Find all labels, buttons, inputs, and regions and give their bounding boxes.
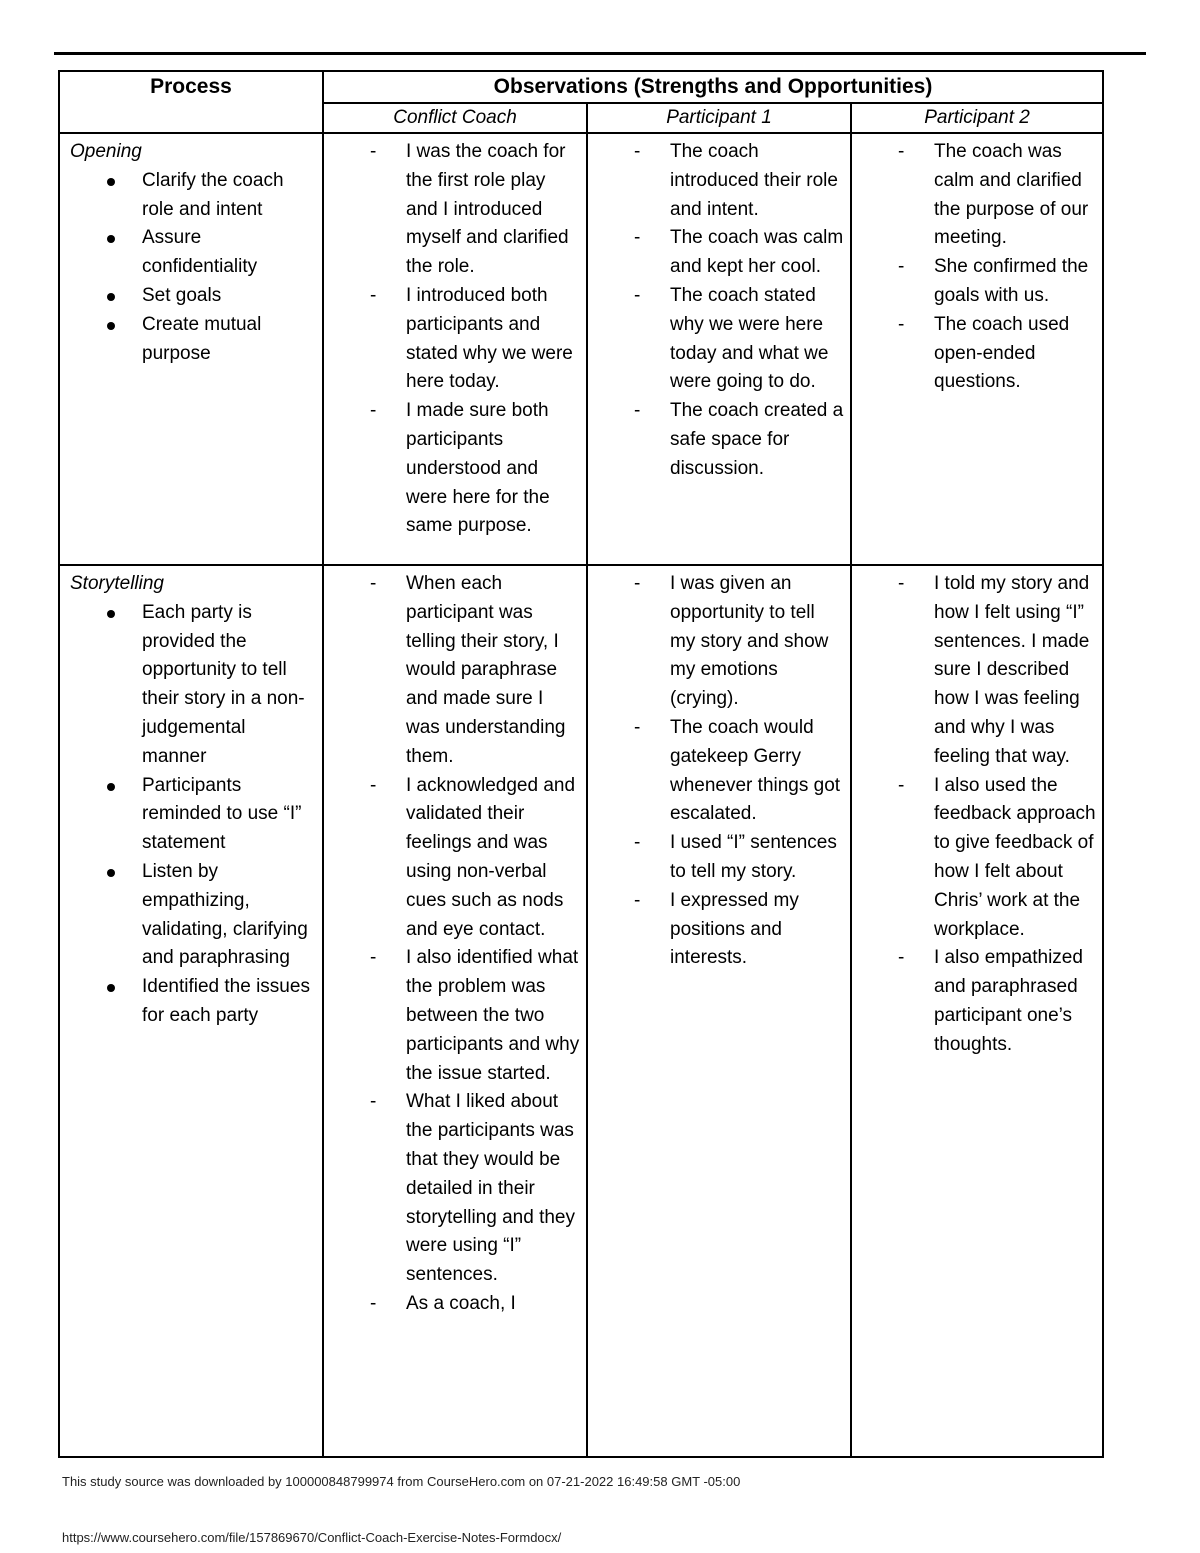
participant2-cell-storytelling — [851, 565, 1103, 1457]
observation-item: - The coach created a safe space for discussion. — [588, 397, 850, 483]
observation-item: - What I liked about the participants was that they would be detailed in their storytelling and they were using “I” sentences. — [324, 1088, 586, 1290]
process-step: Set goals — [70, 282, 322, 311]
participant2-cell-opening — [851, 133, 1103, 565]
observation-item: - I expressed my positions and interests. — [588, 887, 850, 973]
table-row-storytelling — [59, 565, 1103, 1457]
coach-cell-opening — [323, 133, 587, 565]
process-step: Assure confidentiality — [70, 224, 322, 282]
participant1-cell-opening — [587, 133, 851, 565]
column-header-participant-2: Participant 2 — [851, 103, 1103, 133]
observation-item: - I also used the feedback approach to give feedback of how I felt about Chris’ work at the workplace. — [852, 772, 1102, 945]
observations-header: Observations (Strengths and Opportunities) — [323, 71, 1103, 103]
observation-item: - The coach stated why we were here today and what we were going to do. — [588, 282, 850, 397]
process-step: Listen by empathizing, validating, clarifying and paraphrasing — [70, 858, 322, 973]
process-step: Participants reminded to use “I” statement — [70, 772, 322, 858]
observation-item: - I was the coach for the first role play and I introduced myself and clarified the role. — [324, 138, 586, 282]
observation-item: - I also empathized and paraphrased participant one’s thoughts. — [852, 944, 1102, 1059]
observation-item: - I told my story and how I felt using “I” sentences. I made sure I described how I was feeling and why I was feeling that way. — [852, 570, 1102, 772]
observation-item: - The coach introduced their role and intent. — [588, 138, 850, 224]
observation-item: - She confirmed the goals with us. — [852, 253, 1102, 311]
column-header-participant-1: Participant 1 — [587, 103, 851, 133]
column-header-conflict-coach: Conflict Coach — [323, 103, 587, 133]
phase-title-opening: Opening — [70, 141, 142, 162]
top-rule — [54, 52, 1146, 55]
process-cell-storytelling — [59, 565, 323, 1457]
observation-item: - I was given an opportunity to tell my story and show my emotions (crying). — [588, 570, 850, 714]
observation-item: - The coach was calm and clarified the purpose of our meeting. — [852, 138, 1102, 253]
process-header: Process — [59, 71, 323, 133]
source-url[interactable]: https://www.coursehero.com/file/157869670/Conflict-Coach-Exercise-Notes-Formdocx/ — [62, 1530, 562, 1545]
process-step: Create mutual purpose — [70, 311, 322, 369]
observation-table — [58, 70, 1104, 1458]
observation-item: - I used “I” sentences to tell my story. — [588, 829, 850, 887]
process-steps-opening — [70, 167, 322, 369]
phase-title-storytelling: Storytelling — [70, 573, 164, 594]
process-steps-storytelling — [70, 599, 322, 1031]
process-step: Each party is provided the opportunity to tell their story in a non-judgemental manner — [70, 599, 322, 772]
process-cell-opening — [59, 133, 323, 565]
coach-cell-storytelling — [323, 565, 587, 1457]
observation-item: - I acknowledged and validated their feelings and was using non-verbal cues such as nods and eye contact. — [324, 772, 586, 945]
observation-item: - I made sure both participants understood and were here for the same purpose. — [324, 397, 586, 541]
observation-item: - The coach would gatekeep Gerry whenever things got escalated. — [588, 714, 850, 829]
observation-item: - The coach was calm and kept her cool. — [588, 224, 850, 282]
process-step: Identified the issues for each party — [70, 973, 322, 1031]
process-step: Clarify the coach role and intent — [70, 167, 322, 225]
table-row-opening — [59, 133, 1103, 565]
participant1-cell-storytelling — [587, 565, 851, 1457]
download-source-note: This study source was downloaded by 100000848799974 from CourseHero.com on 07-21-2022 16:49:58 GMT -05:00 — [62, 1474, 741, 1489]
observation-item: - When each participant was telling their story, I would paraphrase and made sure I was understanding them. — [324, 570, 586, 772]
observation-item: - I also identified what the problem was between the two participants and why the issue started. — [324, 944, 586, 1088]
observation-item: - The coach used open-ended questions. — [852, 311, 1102, 397]
observation-item: - As a coach, I — [324, 1290, 586, 1319]
observation-item: - I introduced both participants and stated why we were here today. — [324, 282, 586, 397]
